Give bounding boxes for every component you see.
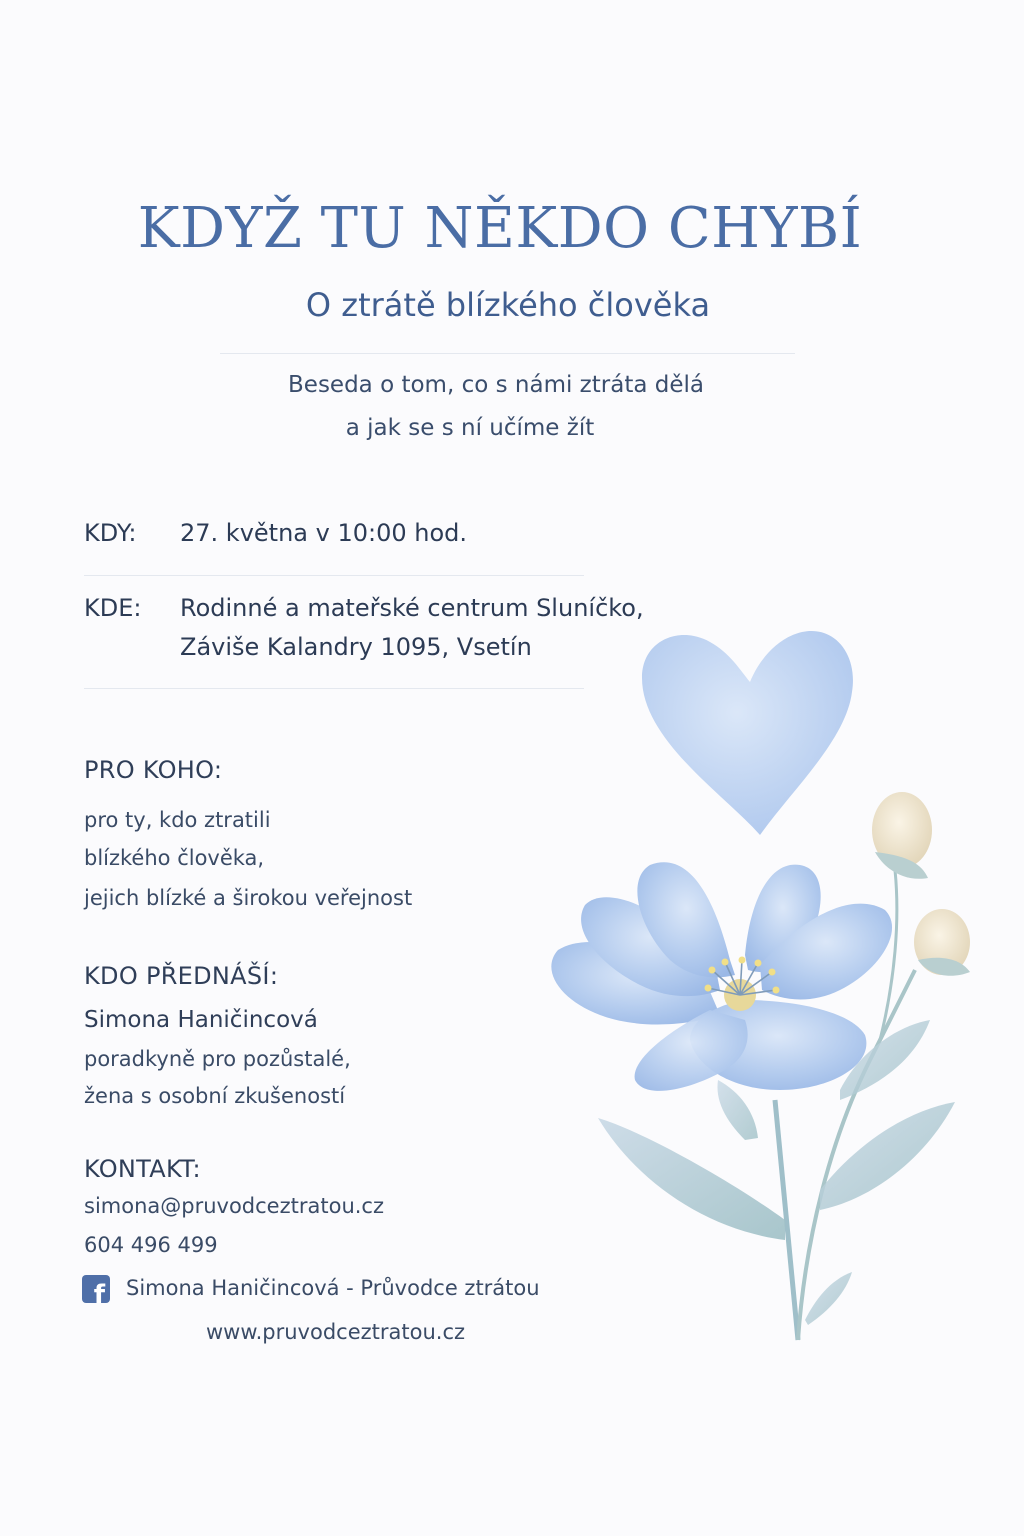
divider [84,688,584,689]
tagline-line-1: Beseda o tom, co s námi ztráta dělá [288,372,704,398]
when-value: 27. května v 10:00 hod. [180,519,468,547]
contact-facebook[interactable]: Simona Haničincová - Průvodce ztrátou [126,1276,540,1300]
contact-website[interactable]: www.pruvodceztratou.cz [206,1320,466,1344]
speaker-heading: KDO PŘEDNÁŠÍ: [84,962,279,990]
where-line-1: Rodinné a mateřské centrum Sluníčko, [180,594,644,622]
heart-illustration [642,631,853,835]
divider [84,575,584,576]
page-subtitle: O ztrátě blízkého člověka [305,286,711,324]
speaker-name: Simona Haničincová [84,1007,318,1033]
contact-email[interactable]: simona@pruvodceztratou.cz [84,1194,384,1218]
where-label: KDE: [84,594,142,622]
when-label: KDY: [84,519,137,547]
audience-line: pro ty, kdo ztratili [84,808,271,832]
contact-heading: KONTAKT: [84,1155,201,1183]
facebook-icon: f [82,1275,110,1303]
speaker-line: poradkyně pro pozůstalé, [84,1047,351,1071]
divider [220,353,795,354]
audience-line: jejich blízké a širokou veřejnost [84,886,413,910]
flower-illustration [530,620,1000,1360]
where-line-2: Záviše Kalandry 1095, Vsetín [180,633,532,661]
contact-phone[interactable]: 604 496 499 [84,1233,218,1257]
page-title: KDYŽ TU NĚKDO CHYBÍ [137,196,863,261]
tagline-line-2: a jak se s ní učíme žít [345,415,595,441]
speaker-line: žena s osobní zkušeností [84,1084,346,1108]
audience-line: blízkého člověka, [84,846,265,870]
audience-heading: PRO KOHO: [84,756,223,784]
